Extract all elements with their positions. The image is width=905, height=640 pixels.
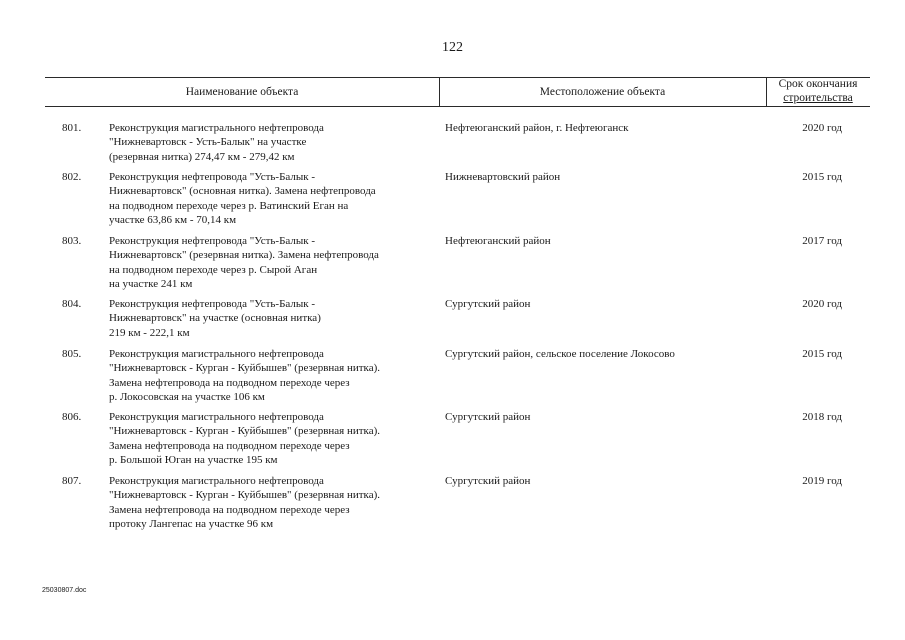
object-name — [109, 410, 439, 468]
row-number: 801. — [62, 122, 82, 134]
page-number: 122 — [442, 40, 463, 55]
object-name-line: Реконструкция нефтепровода "Усть-Балык - — [109, 235, 316, 247]
object-name-line: "Нижневартовск - Курган - Куйбышев" (резервная нитка). — [109, 425, 381, 438]
object-name-line: Реконструкция магистрального нефтепровода — [109, 348, 324, 360]
object-name-line: Замена нефтепровода на подводном переходе через — [109, 503, 350, 516]
object-name-line: Нижневартовск" (резервная нитка). Замена нефтепровода — [109, 249, 379, 262]
column-header-term — [766, 77, 870, 105]
completion-term: 2015 год — [802, 348, 842, 360]
object-name-line: Реконструкция магистрального нефтепровода — [109, 411, 324, 423]
column-header-term-line1: Срок окончания — [778, 78, 858, 90]
object-location: Нижневартовский район — [445, 171, 561, 183]
object-name-line: Реконструкция нефтепровода "Усть-Балык - — [109, 298, 316, 310]
object-location: Сургутский район — [445, 411, 531, 423]
row-number: 803. — [62, 235, 82, 247]
completion-term: 2019 год — [802, 475, 842, 487]
object-name-line: "Нижневартовск - Усть-Балык" на участке — [109, 136, 307, 149]
column-header-location: Местоположение объекта — [539, 86, 666, 98]
object-name-line: Замена нефтепровода на подводном переходе через — [109, 376, 350, 389]
object-name-line: р. Большой Юган на участке 195 км — [109, 454, 278, 467]
object-name-line: Реконструкция нефтепровода "Усть-Балык - — [109, 171, 316, 183]
completion-term: 2020 год — [802, 298, 842, 310]
object-name — [109, 474, 439, 532]
object-name-line: участке 63,86 км - 70,14 км — [109, 214, 237, 227]
object-name-line: протоку Лангепас на участке 96 км — [109, 518, 274, 531]
table-header-bottom-rule — [45, 106, 870, 107]
row-number: 806. — [62, 411, 82, 423]
object-location: Сургутский район — [445, 475, 531, 487]
document-filename: 25030807.doc — [42, 587, 87, 594]
object-name-line: (резервная нитка) 274,47 км - 279,42 км — [109, 150, 295, 163]
completion-term: 2020 год — [802, 122, 842, 134]
object-location: Нефтеюганский район, г. Нефтеюганск — [445, 122, 629, 134]
object-name-line: Нижневартовск" на участке (основная нитка) — [109, 312, 321, 325]
object-name — [109, 170, 439, 228]
object-name-line: "Нижневартовск - Курган - Куйбышев" (резервная нитка). — [109, 362, 381, 375]
object-location: Нефтеюганский район — [445, 235, 551, 247]
object-name-line: на подводном переходе через р. Ватинский Еган на — [109, 199, 349, 212]
row-number: 804. — [62, 298, 82, 310]
table-header-top-rule — [45, 77, 870, 78]
object-name-line: р. Локосовская на участке 106 км — [109, 391, 265, 404]
object-name-line: Замена нефтепровода на подводном переходе через — [109, 439, 350, 452]
object-name — [109, 234, 439, 292]
object-name-line: Реконструкция магистрального нефтепровода — [109, 122, 324, 134]
object-name-line: на участке 241 км — [109, 278, 193, 291]
column-header-name: Наименование объекта — [185, 86, 299, 98]
row-number: 805. — [62, 348, 82, 360]
object-name — [109, 121, 439, 164]
object-name-line: "Нижневартовск - Курган - Куйбышев" (резервная нитка). — [109, 489, 381, 502]
object-name-line: Нижневартовск" (основная нитка). Замена нефтепровода — [109, 185, 376, 198]
object-name-line: 219 км - 222,1 км — [109, 326, 190, 339]
object-name-line: Реконструкция магистрального нефтепровода — [109, 475, 324, 487]
object-location: Сургутский район — [445, 298, 531, 310]
object-name — [109, 297, 439, 340]
completion-term: 2017 год — [802, 235, 842, 247]
row-number: 802. — [62, 171, 82, 183]
completion-term: 2018 год — [802, 411, 842, 423]
completion-term: 2015 год — [802, 171, 842, 183]
object-name-line: на подводном переходе через р. Сырой Аган — [109, 263, 318, 276]
row-number: 807. — [62, 475, 82, 487]
object-name — [109, 347, 439, 405]
column-header-term-line2: строительства — [783, 92, 853, 104]
object-location: Сургутский район, сельское поселение Локосово — [445, 348, 675, 360]
